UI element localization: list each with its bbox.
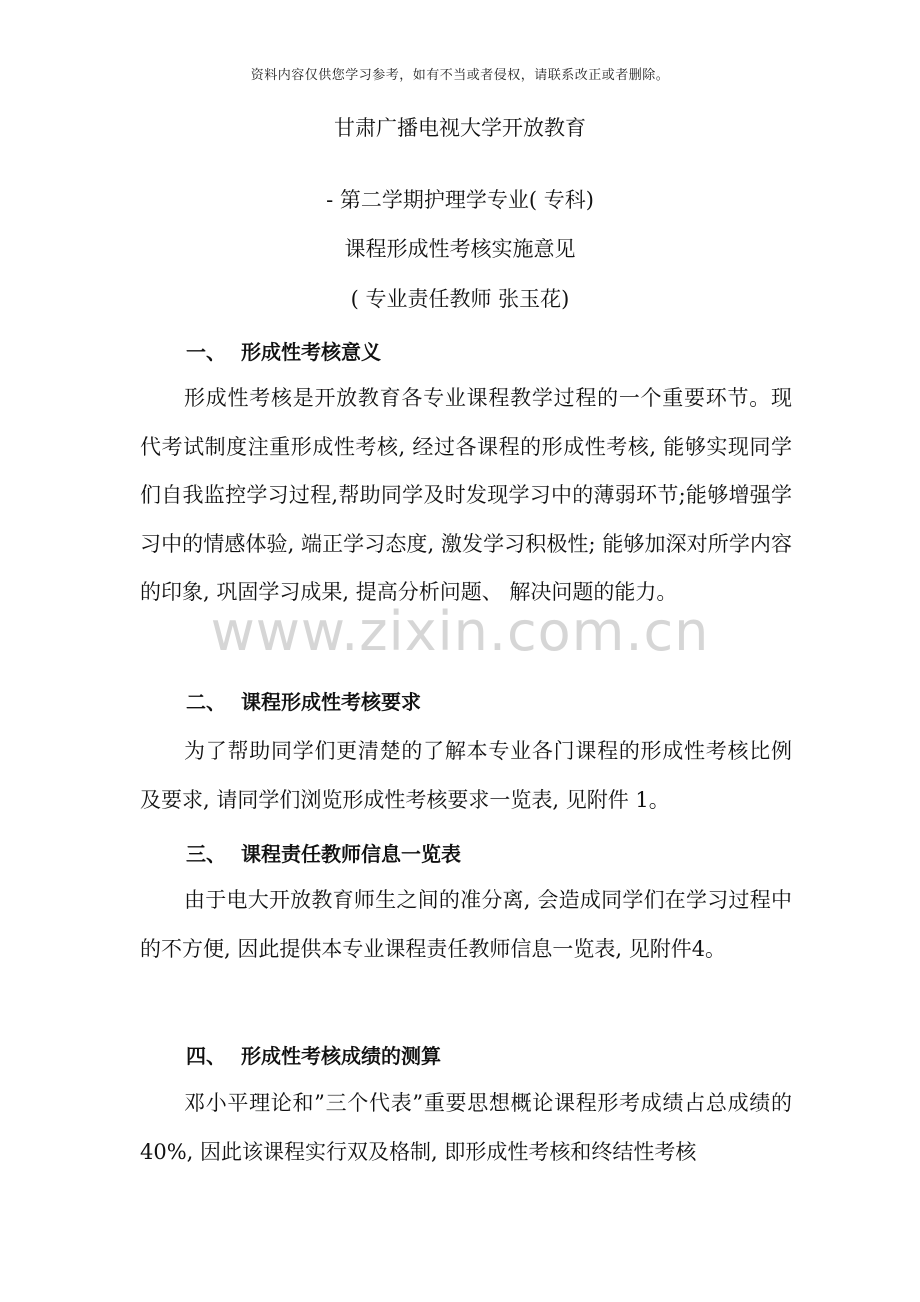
section-number: 四、 [186,1044,226,1068]
section-heading-3 [186,838,461,867]
section-title: 形成性考核意义 [241,340,381,364]
doc-title-line-1: 甘肃广播电视大学开放教育 [334,116,586,140]
section-title: 课程责任教师信息一览表 [241,842,461,866]
doc-title-line-2: - 第二学期护理学专业( 专科) [326,188,594,212]
doc-title-line-4: ( 专业责任教师 张玉花) [350,287,570,311]
section-number: 二、 [186,690,226,714]
section-number: 三、 [186,842,226,866]
doc-title-line-3: 课程形成性考核实施意见 [344,237,576,261]
section-heading-4 [186,1040,441,1069]
section-body-2: 为了帮助同学们更清楚的了解本专业各门课程的形成性考核比例及要求, 请同学们浏览形成性考核要求一览表, 见附件 1。 [140,739,792,812]
header-note: 资料内容仅供您学习参考，如有不当或者侵权，请联系改正或者删除。 [250,68,670,83]
section-title: 课程形成性考核要求 [241,690,421,714]
section-number: 一、 [186,340,226,364]
section-body-4: 邓小平理论和”三个代表”重要思想概论课程形考成绩占总成绩的 40%, 因此该课程实行双及格制, 即形成性考核和终结性考核 [140,1091,792,1164]
watermark: www.zixin.com.cn [210,600,710,663]
section-body-3: 由于电大开放教育师生之间的准分离, 会造成同学们在学习过程中的不方便, 因此提供本专业课程责任教师信息一览表, 见附件4。 [140,888,792,961]
section-title: 形成性考核成绩的测算 [241,1044,441,1068]
section-heading-1 [186,336,381,365]
section-body-1: 形成性考核是开放教育各专业课程教学过程的一个重要环节。现代考试制度注重形成性考核, 经过各课程的形成性考核, 能够实现同学们自我监控学习过程,帮助同学及时发现学习中的薄弱环节;能够增强学习中的情感体验, 端正学习态度, 激发学习积极性; 能够加深对所学内容的印象, 巩固学习成果, 提高分析问题、 解决问题的能力。 [140,386,792,604]
section-heading-2 [186,686,421,715]
